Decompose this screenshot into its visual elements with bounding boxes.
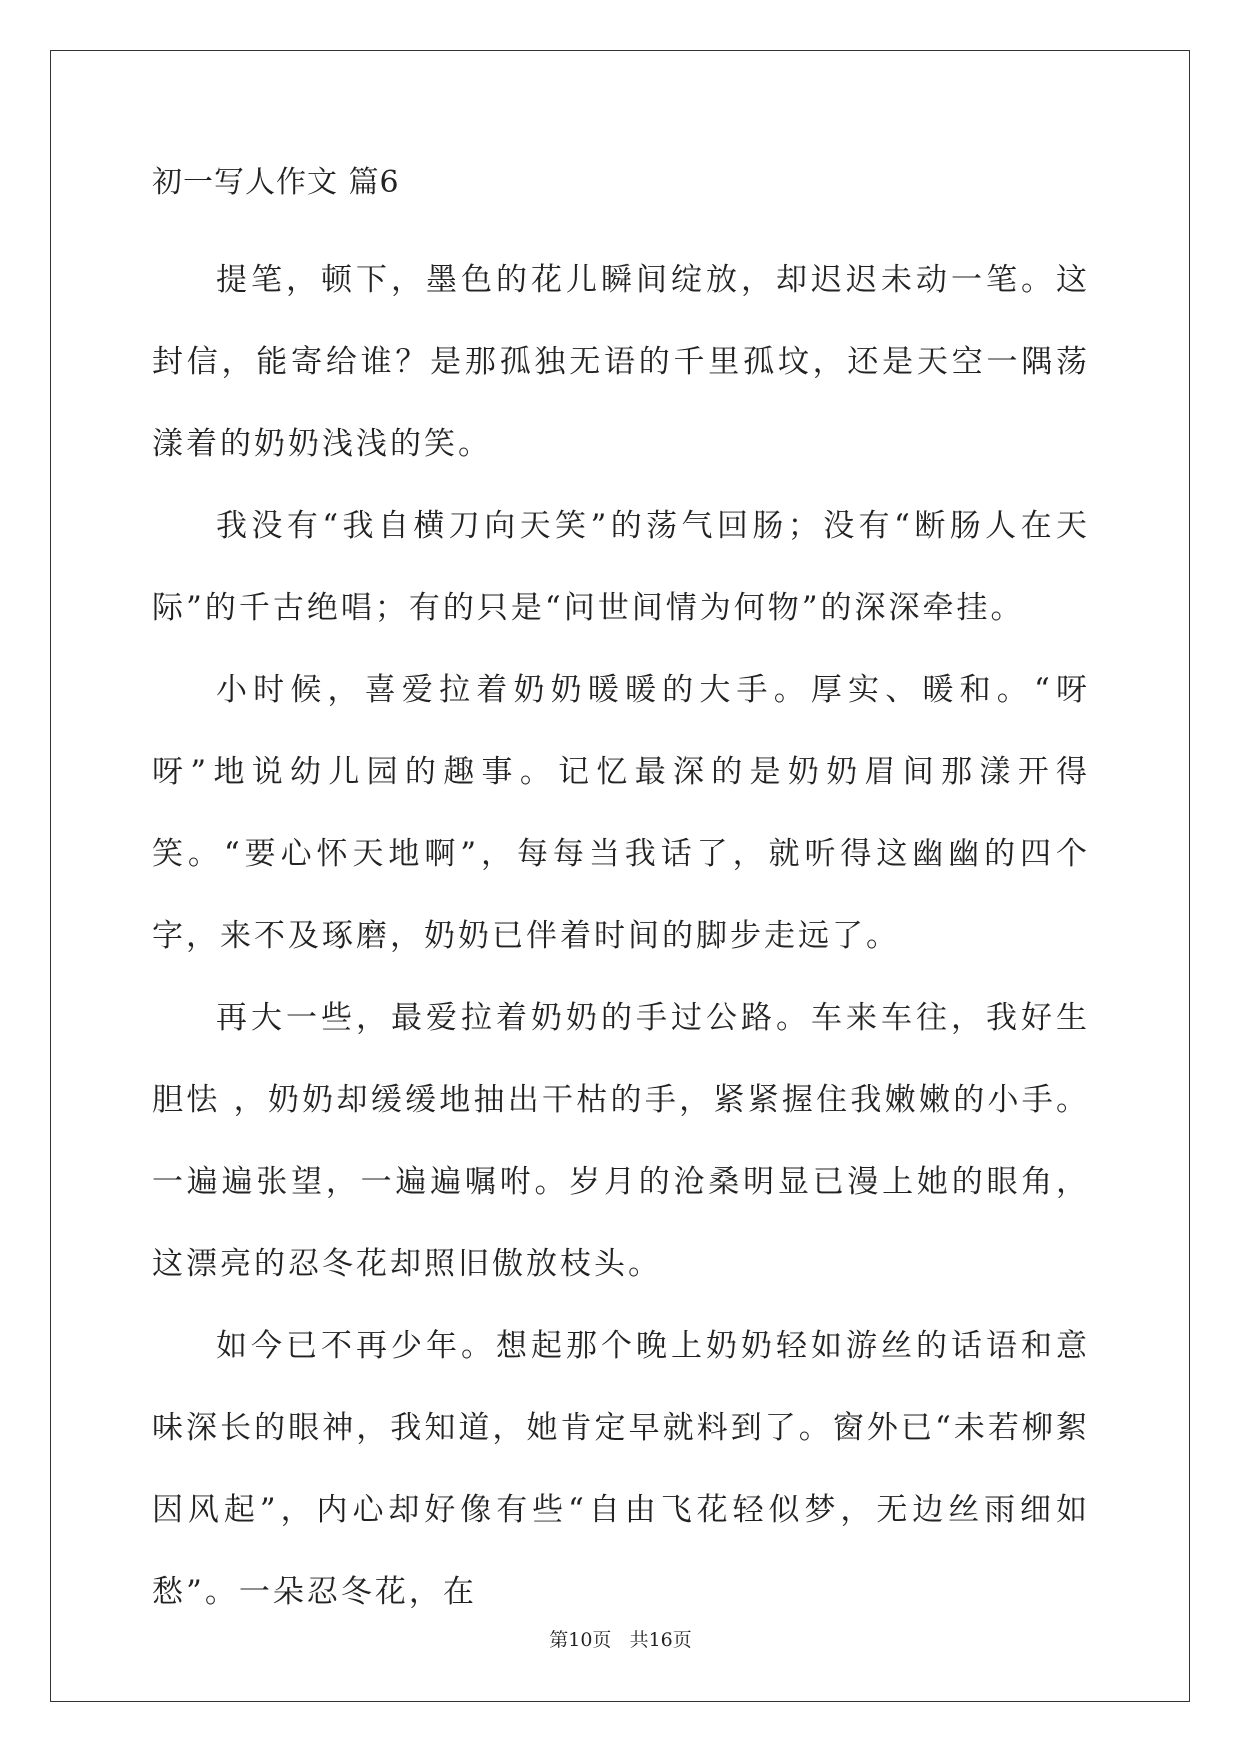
page-total: 共16页 (629, 1629, 692, 1651)
page-footer (0, 1628, 1241, 1652)
essay-title: 初一写人作文 篇6 (152, 165, 400, 200)
document-body (152, 163, 1090, 1633)
paragraph: 如今已不再少年。想起那个晚上奶奶轻如游丝的话语和意味深长的眼神，我知道，她肯定早就料到了。窗外已“未若柳絮因风起”，内心却好像有些“自由飞花轻似梦，无边丝雨细如愁”。一朵忍冬花，在 (152, 1328, 1090, 1610)
paragraph: 小时候，喜爱拉着奶奶暖暖的大手。厚实、暖和。“呀呀”地说幼儿园的趣事。记忆最深的是奶奶眉间那漾开得笑。“要心怀天地啊”，每每当我话了，就听得这幽幽的四个字，来不及琢磨，奶奶已伴着时间的脚步走远了。 (152, 672, 1090, 954)
paragraph: 我没有“我自横刀向天笑”的荡气回肠；没有“断肠人在天际”的千古绝唱；有的只是“问世间情为何物”的深深牵挂。 (152, 508, 1090, 626)
page-number: 第10页 (549, 1629, 612, 1651)
paragraph: 再大一些，最爱拉着奶奶的手过公路。车来车往，我好生胆怯 ，奶奶却缓缓地抽出干枯的手，紧紧握住我嫩嫩的小手。一遍遍张望，一遍遍嘱咐。岁月的沧桑明显已漫上她的眼角，这漂亮的忍冬花却照旧傲放枝头。 (152, 1000, 1090, 1282)
paragraph: 提笔，顿下，墨色的花儿瞬间绽放，却迟迟未动一笔。这封信，能寄给谁？是那孤独无语的千里孤坟，还是天空一隅荡漾着的奶奶浅浅的笑。 (152, 262, 1090, 462)
